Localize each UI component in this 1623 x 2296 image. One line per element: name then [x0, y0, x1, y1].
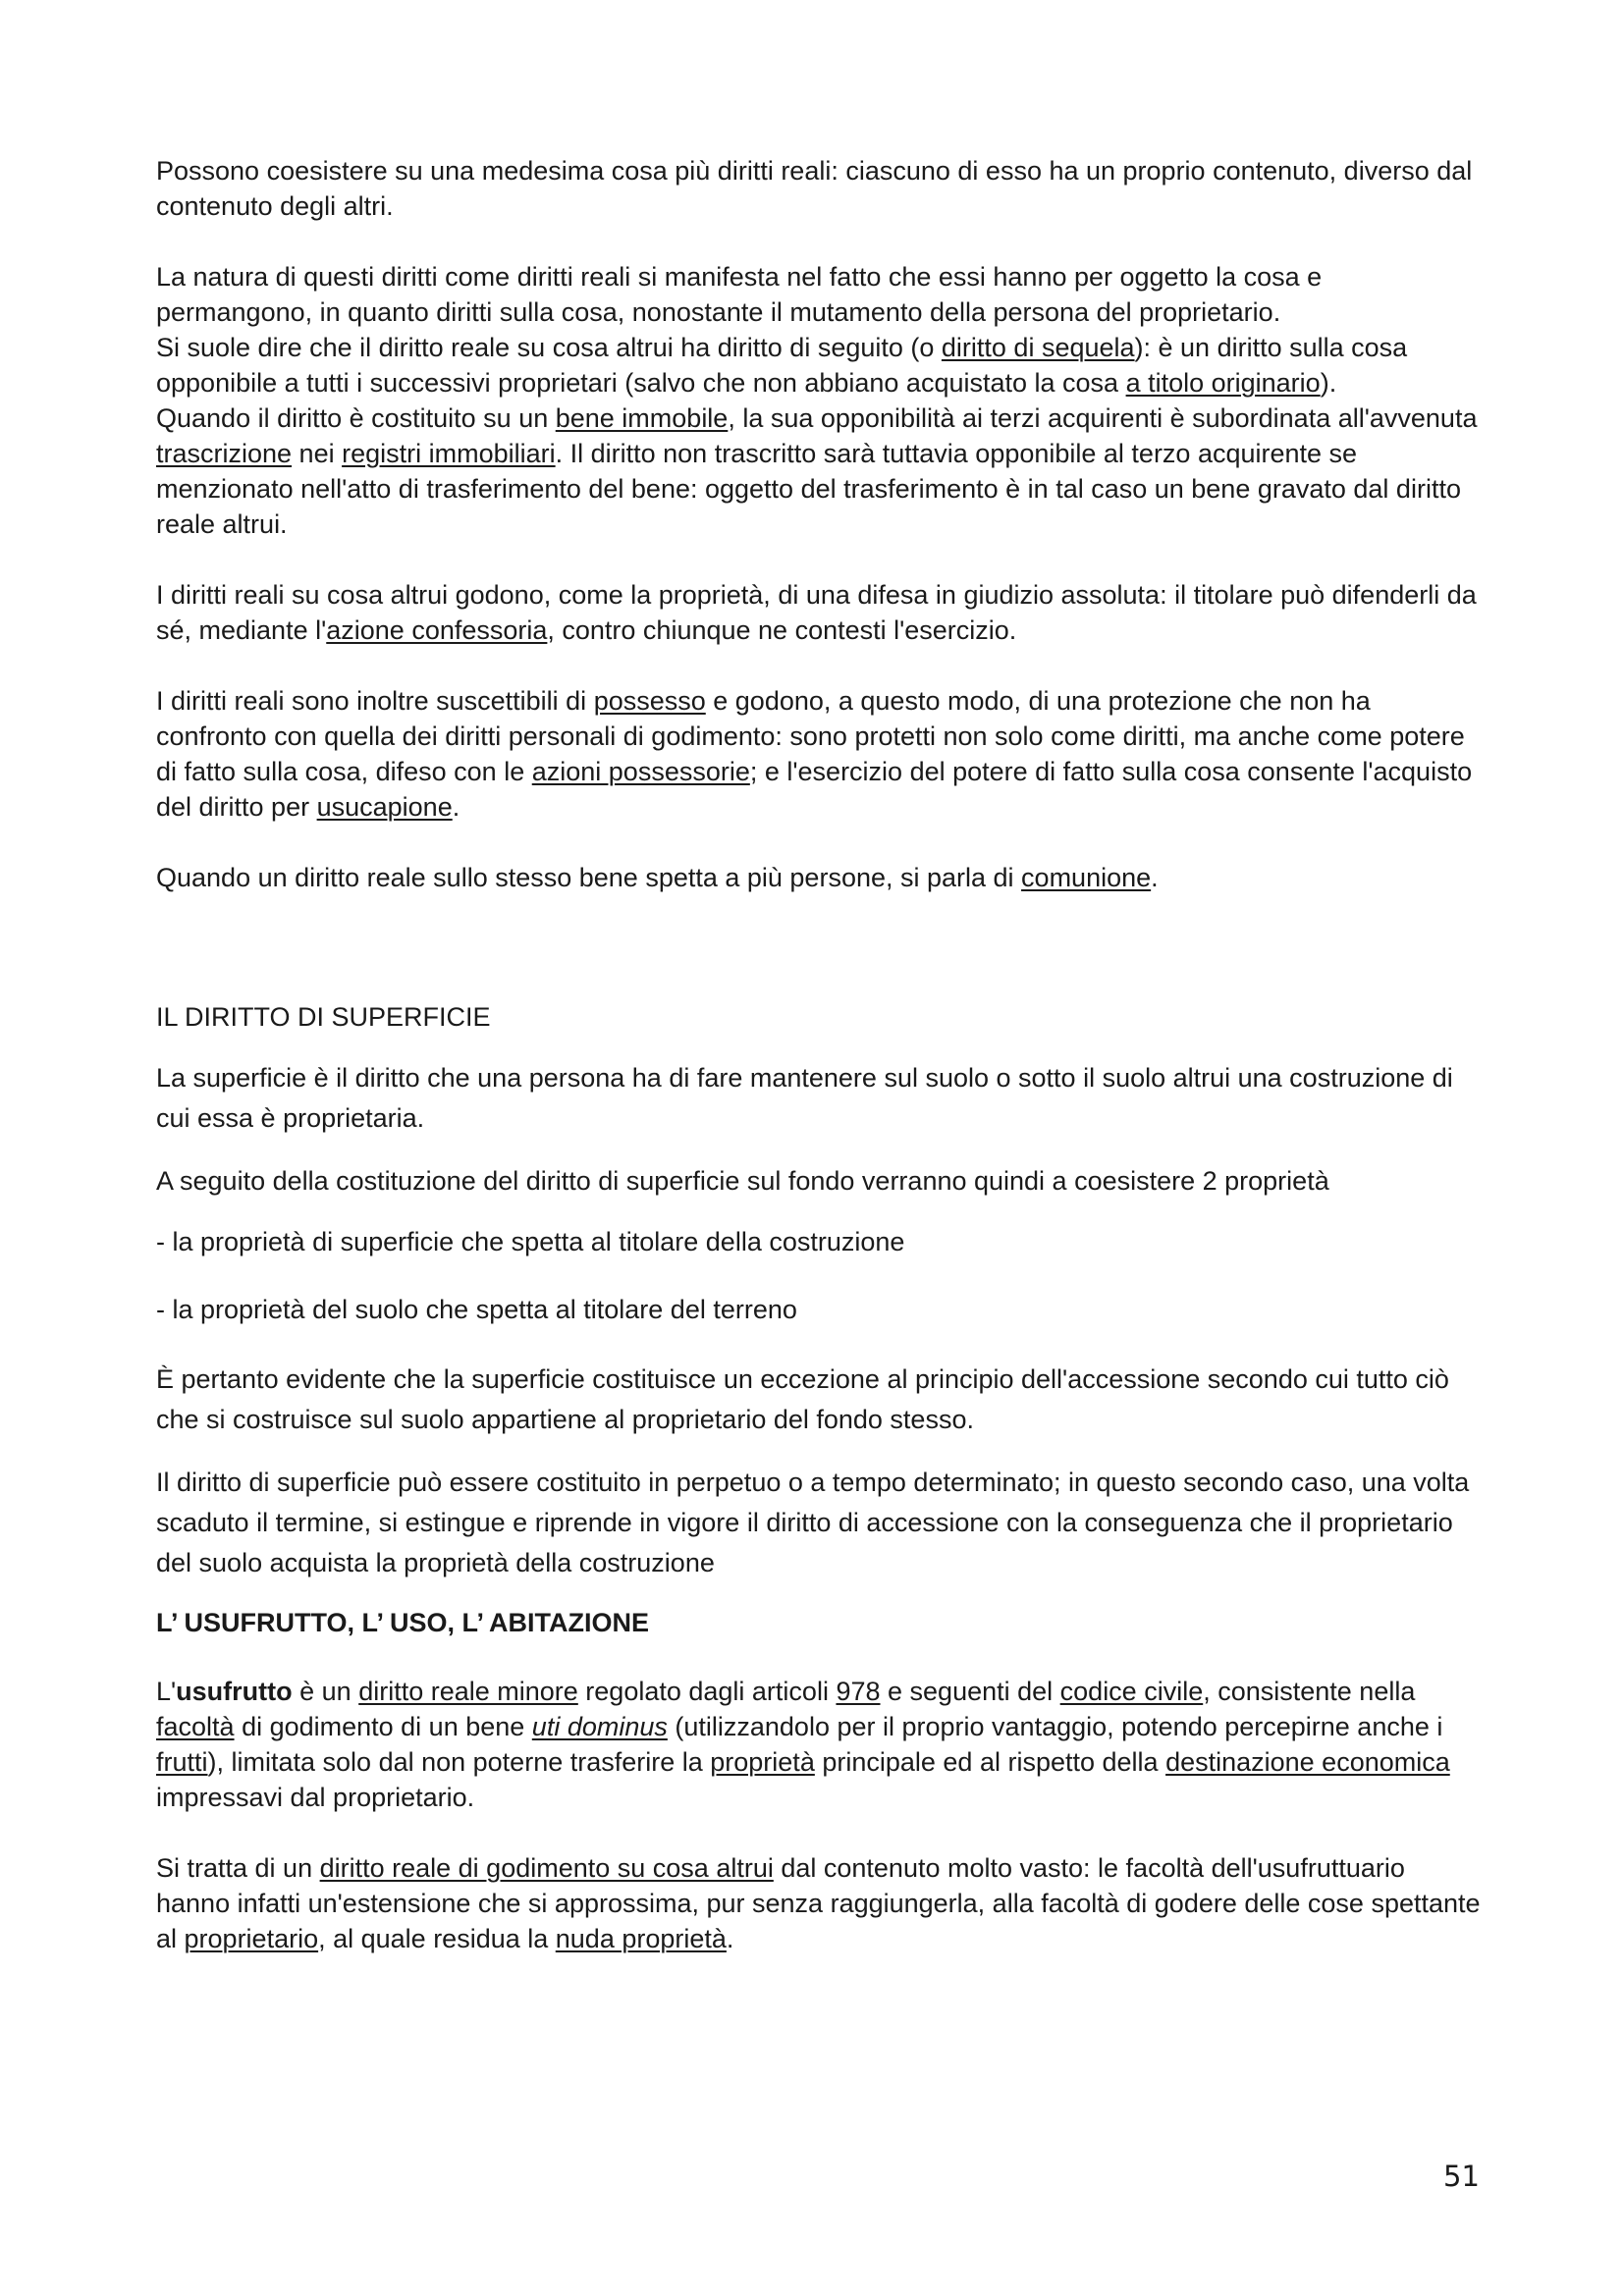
link-registri-immobiliari[interactable]: registri immobiliari: [342, 439, 556, 468]
link-codice-civile[interactable]: codice civile: [1059, 1677, 1204, 1706]
text: regolato dagli articoli: [577, 1677, 837, 1706]
text: ).: [1320, 368, 1337, 398]
link-frutti[interactable]: frutti: [156, 1747, 208, 1777]
link-titolo-originario[interactable]: a titolo originario: [1125, 368, 1321, 398]
term-usufrutto: usufrutto: [176, 1677, 293, 1706]
paragraph-comunione: [156, 860, 1482, 895]
document-page: [156, 153, 1482, 1956]
paragraph-defense: [156, 577, 1482, 648]
text: e godono, a questo modo, di una protezione che non ha confronto con quella dei diritti personali di godimento: sono protetti non solo come diritti, ma anche come potere di fatto sulla cosa, difeso con le: [156, 686, 1465, 786]
link-proprieta[interactable]: proprietà: [710, 1747, 815, 1777]
text: ; e l'esercizio del potere di fatto sulla cosa consente l'acquisto del diritto per: [156, 757, 1473, 822]
text: Si suole dire che il diritto reale su cosa altrui ha diritto di seguito (o: [156, 333, 942, 362]
text: (utilizzandolo per il proprio vantaggio, potendo percepirne anche i: [667, 1712, 1443, 1741]
text: .: [1151, 863, 1159, 892]
text: , contro chiunque ne contesti l'esercizio.: [547, 615, 1017, 645]
text: impressavi dal proprietario.: [156, 1783, 475, 1812]
link-azioni-possessorie[interactable]: azioni possessorie: [531, 757, 750, 786]
link-diritto-di-sequela[interactable]: diritto di sequela: [941, 333, 1135, 362]
text: ), limitata solo dal non poterne trasferire la: [207, 1747, 711, 1777]
link-comunione[interactable]: comunione: [1021, 863, 1152, 892]
list-item-suolo: - la proprietà del suolo che spetta al titolare del terreno: [156, 1295, 797, 1324]
text: .: [726, 1924, 734, 1953]
text: La natura di questi diritti come diritti reali si manifesta nel fatto che essi hanno per oggetto la cosa e permangono, in quanto diritti sulla cosa, nonostante il mutamento della persona del proprietario.: [156, 262, 1323, 327]
text: nei: [292, 439, 343, 468]
link-diritto-reale-di-godimento[interactable]: diritto reale di godimento su cosa altrui: [319, 1853, 774, 1883]
text: dal contenuto molto vasto: le facoltà dell'usufruttuario hanno infatti un'estensione che si approssima, pur senza raggiungerla, alla facoltà di godere delle cose spettante al: [156, 1853, 1481, 1953]
link-destinazione-economica[interactable]: destinazione economica: [1165, 1747, 1450, 1777]
text: I diritti reali su cosa altrui godono, come la proprietà, di una difesa in giudizio assoluta: il titolare può difenderli da sé, mediante l': [156, 580, 1477, 645]
text: ): è un diritto sulla cosa opponibile a tutti i successivi proprietari (salvo che non abbiano acquistato la cosa: [156, 333, 1408, 398]
text: .: [452, 792, 460, 822]
link-nuda-proprieta[interactable]: nuda proprietà: [555, 1924, 727, 1953]
paragraph-superficie-definition: La superficie è il diritto che una persona ha di fare mantenere sul suolo o sotto il suolo altrui una costruzione di cui essa è proprietaria.: [156, 1063, 1453, 1133]
paragraph-possession: [156, 683, 1482, 825]
link-facolta[interactable]: facoltà: [156, 1712, 235, 1741]
text: è un: [292, 1677, 359, 1706]
text: Quando il diritto è costituito su un: [156, 403, 556, 433]
text: Quando un diritto reale sullo stesso bene spetta a più persone, si parla di: [156, 863, 1022, 892]
link-trascrizione[interactable]: trascrizione: [156, 439, 293, 468]
text: , consistente nella: [1203, 1677, 1416, 1706]
paragraph-usufrutto-definition: [156, 1674, 1482, 1815]
link-possesso[interactable]: possesso: [593, 686, 706, 716]
paragraph-usufrutto-content: [156, 1850, 1482, 1956]
paragraph-superficie-exception: È pertanto evidente che la superficie costituisce un eccezione al principio dell'accessione secondo cui tutto ciò che si costruisce sul suolo appartiene al proprietario del fondo stesso.: [156, 1364, 1449, 1434]
link-diritto-reale-minore[interactable]: diritto reale minore: [358, 1677, 578, 1706]
paragraph-coexistence: Possono coesistere su una medesima cosa più diritti reali: ciascuno di esso ha un proprio contenuto, diverso dal contenuto degli altri.: [156, 156, 1473, 221]
link-978[interactable]: 978: [836, 1677, 881, 1706]
link-usucapione[interactable]: usucapione: [316, 792, 453, 822]
text: L': [156, 1677, 177, 1706]
paragraph-superficie-duration: Il diritto di superficie può essere costituito in perpetuo o a tempo determinato; in questo secondo caso, una volta scaduto il termine, si estingue e riprende in vigore il diritto di accessione con la conseguenza che il proprietario del suolo acquista la proprietà della costruzione: [156, 1468, 1470, 1577]
link-azione-confessoria[interactable]: azione confessoria: [326, 615, 548, 645]
link-proprietario[interactable]: proprietario: [184, 1924, 319, 1953]
heading-diritto-di-superficie: IL DIRITTO DI SUPERFICIE: [156, 1002, 491, 1032]
heading-usufrutto-uso-abitazione: L’ USUFRUTTO, L’ USO, L’ ABITAZIONE: [156, 1608, 650, 1637]
link-uti-dominus[interactable]: uti dominus: [531, 1712, 668, 1741]
text: principale ed al rispetto della: [814, 1747, 1166, 1777]
text: . Il diritto non trascritto sarà tuttavia opponibile al terzo acquirente se menzionato nell'atto di trasferimento del bene: oggetto del trasferimento è in tal caso un bene gravato dal diritto reale altrui.: [156, 439, 1461, 539]
text: Si tratta di un: [156, 1853, 320, 1883]
text: I diritti reali sono inoltre suscettibili di: [156, 686, 594, 716]
text: , al quale residua la: [318, 1924, 556, 1953]
text: e seguenti del: [880, 1677, 1060, 1706]
text: , la sua opponibilità ai terzi acquirenti è subordinata all'avvenuta: [728, 403, 1478, 433]
list-item-superficie: - la proprietà di superficie che spetta al titolare della costruzione: [156, 1227, 905, 1256]
text: di godimento di un bene: [234, 1712, 532, 1741]
page-number: 51: [1443, 2160, 1480, 2193]
paragraph-real-rights-nature: [156, 259, 1482, 542]
link-bene-immobile[interactable]: bene immobile: [555, 403, 729, 433]
paragraph-superficie-coexist: A seguito della costituzione del diritto di superficie sul fondo verranno quindi a coesistere 2 proprietà: [156, 1166, 1329, 1196]
